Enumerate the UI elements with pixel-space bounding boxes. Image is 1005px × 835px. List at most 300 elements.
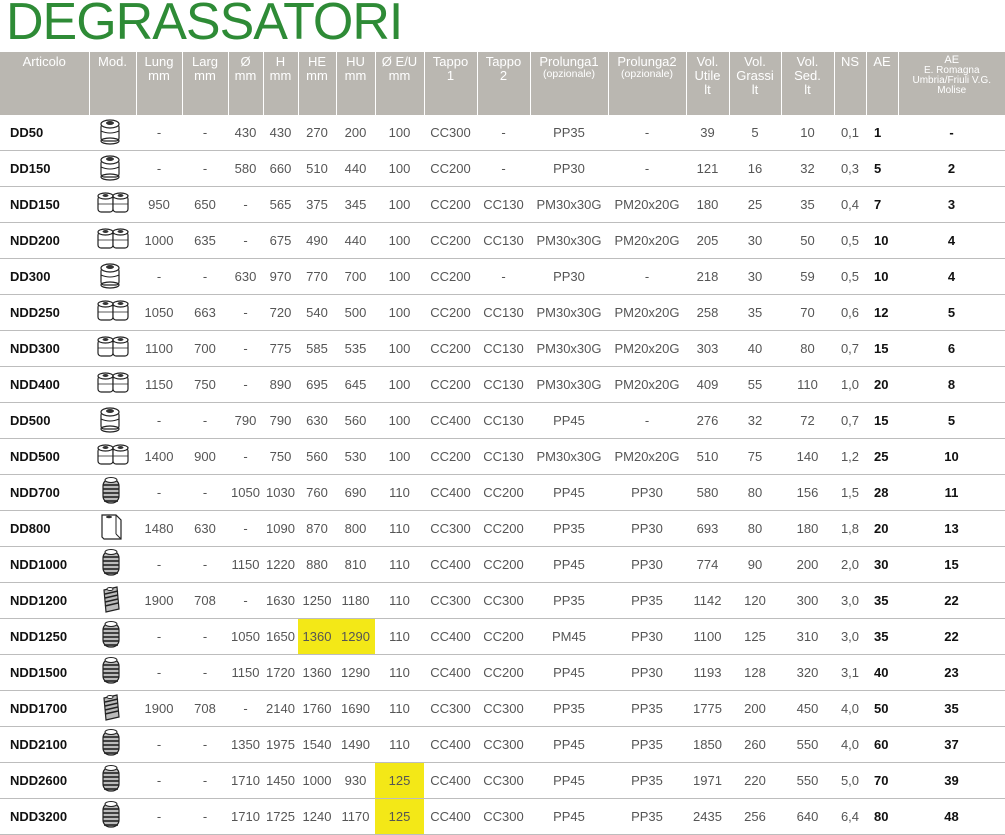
cell-ns: 1,8	[834, 511, 866, 547]
cell-lung: -	[136, 115, 182, 151]
cell-vu: 276	[686, 403, 729, 439]
cell-lung: -	[136, 763, 182, 799]
cell-p1: PP35	[530, 691, 608, 727]
cell-t1: CC200	[424, 223, 477, 259]
cell-he: 630	[298, 403, 336, 439]
cell-he: 1360	[298, 655, 336, 691]
column-header	[336, 52, 375, 115]
cell-ns: 3,1	[834, 655, 866, 691]
cell-d: -	[228, 295, 263, 331]
cell-larg: 750	[182, 367, 228, 403]
column-header-line: mm	[299, 69, 336, 83]
cell-vg: 256	[729, 799, 781, 835]
cell-t2: CC130	[477, 367, 530, 403]
table-row	[0, 727, 1005, 763]
cell-ns: 0,7	[834, 331, 866, 367]
cell-ae2: 4	[898, 223, 1005, 259]
cell-lung: -	[136, 259, 182, 295]
cell-ns: 1,0	[834, 367, 866, 403]
model-cell	[89, 439, 136, 475]
cell-ae: 7	[866, 187, 898, 223]
cell-ns: 0,1	[834, 115, 866, 151]
cell-t2: CC130	[477, 439, 530, 475]
cell-d: -	[228, 331, 263, 367]
cell-vu: 580	[686, 475, 729, 511]
table-row	[0, 763, 1005, 799]
cell-vu: 2435	[686, 799, 729, 835]
cell-vs: 640	[781, 799, 834, 835]
cell-ae2: 3	[898, 187, 1005, 223]
cell-vu: 510	[686, 439, 729, 475]
column-header-line: (opzionale)	[531, 69, 608, 80]
cell-larg: 630	[182, 511, 228, 547]
cell-deu: 110	[375, 619, 424, 655]
column-header	[298, 52, 336, 115]
cell-lung: -	[136, 403, 182, 439]
cell-vs: 59	[781, 259, 834, 295]
cell-lung: 1900	[136, 583, 182, 619]
cell-larg: -	[182, 151, 228, 187]
cell-p1: PP45	[530, 547, 608, 583]
cell-larg: -	[182, 727, 228, 763]
model-cell	[89, 115, 136, 151]
cell-ae2: 6	[898, 331, 1005, 367]
ribbed-tank-icon	[95, 655, 131, 690]
cell-ae: 70	[866, 763, 898, 799]
cell-t1: CC400	[424, 799, 477, 835]
cell-he: 1360	[298, 619, 336, 655]
cell-t1: CC400	[424, 655, 477, 691]
cell-hu: 690	[336, 475, 375, 511]
cell-vg: 16	[729, 151, 781, 187]
cell-ae2: 48	[898, 799, 1005, 835]
cell-h: 2140	[263, 691, 298, 727]
table-row	[0, 295, 1005, 331]
cell-ae2: 37	[898, 727, 1005, 763]
cell-t2: CC200	[477, 511, 530, 547]
cell-vg: 32	[729, 403, 781, 439]
cell-he: 1760	[298, 691, 336, 727]
cell-t1: CC300	[424, 115, 477, 151]
model-cell	[89, 727, 136, 763]
cell-p1: PP30	[530, 151, 608, 187]
article-code: DD500	[0, 403, 89, 439]
cell-d: 1050	[228, 475, 263, 511]
cell-vs: 450	[781, 691, 834, 727]
cell-ae2: -	[898, 115, 1005, 151]
column-header-line: mm	[137, 69, 182, 83]
cell-he: 880	[298, 547, 336, 583]
cell-p2: PM20x20G	[608, 295, 686, 331]
cell-p1: PP45	[530, 475, 608, 511]
cell-t1: CC200	[424, 331, 477, 367]
cell-hu: 1490	[336, 727, 375, 763]
article-code: NDD2100	[0, 727, 89, 763]
cell-h: 675	[263, 223, 298, 259]
cell-vs: 320	[781, 655, 834, 691]
cell-t1: CC300	[424, 691, 477, 727]
cell-t2: CC300	[477, 763, 530, 799]
cell-t1: CC200	[424, 259, 477, 295]
double-tank-icon	[95, 187, 131, 222]
cell-hu: 1180	[336, 583, 375, 619]
cell-vg: 30	[729, 259, 781, 295]
cell-deu: 100	[375, 367, 424, 403]
cell-ae: 20	[866, 367, 898, 403]
cell-p2: PP35	[608, 583, 686, 619]
column-header-line: mm	[264, 69, 298, 83]
cell-d: 1710	[228, 763, 263, 799]
cell-p2: -	[608, 151, 686, 187]
cell-deu: 110	[375, 727, 424, 763]
cell-lung: 1900	[136, 691, 182, 727]
cell-d: -	[228, 583, 263, 619]
cell-p1: PP35	[530, 583, 608, 619]
table-row	[0, 655, 1005, 691]
article-code: DD150	[0, 151, 89, 187]
cell-ae: 28	[866, 475, 898, 511]
cell-t2: CC200	[477, 655, 530, 691]
cell-t1: CC400	[424, 403, 477, 439]
model-cell	[89, 223, 136, 259]
cell-ae2: 4	[898, 259, 1005, 295]
cell-ae: 15	[866, 331, 898, 367]
cell-ae2: 11	[898, 475, 1005, 511]
cell-vs: 70	[781, 295, 834, 331]
cell-vs: 200	[781, 547, 834, 583]
table-row	[0, 511, 1005, 547]
double-tank-icon	[95, 439, 131, 474]
cell-ae: 5	[866, 151, 898, 187]
cell-vg: 260	[729, 727, 781, 763]
cell-h: 1650	[263, 619, 298, 655]
ribbed-tank-icon	[95, 547, 131, 582]
cell-ns: 4,0	[834, 691, 866, 727]
column-header-line: (opzionale)	[609, 69, 686, 80]
cell-t2: -	[477, 259, 530, 295]
cell-larg: -	[182, 475, 228, 511]
cell-ae2: 8	[898, 367, 1005, 403]
table-row	[0, 115, 1005, 151]
column-header-line: 2	[478, 69, 530, 83]
cell-vs: 80	[781, 331, 834, 367]
cell-h: 1720	[263, 655, 298, 691]
cell-deu: 100	[375, 439, 424, 475]
cell-larg: -	[182, 547, 228, 583]
cell-hu: 560	[336, 403, 375, 439]
cell-t2: -	[477, 115, 530, 151]
cell-h: 790	[263, 403, 298, 439]
flat-ribbed-tank-icon	[95, 691, 131, 726]
cell-t1: CC200	[424, 367, 477, 403]
cell-ae2: 13	[898, 511, 1005, 547]
cell-d: 630	[228, 259, 263, 295]
cell-vg: 200	[729, 691, 781, 727]
cell-vu: 1100	[686, 619, 729, 655]
article-code: DD50	[0, 115, 89, 151]
cell-t2: CC130	[477, 403, 530, 439]
cell-vs: 310	[781, 619, 834, 655]
cell-lung: 1400	[136, 439, 182, 475]
cell-larg: -	[182, 799, 228, 835]
cell-t1: CC200	[424, 151, 477, 187]
model-cell	[89, 799, 136, 835]
cell-vs: 156	[781, 475, 834, 511]
cell-vu: 205	[686, 223, 729, 259]
cell-ns: 0,7	[834, 403, 866, 439]
column-header-line: Vol.	[730, 55, 781, 69]
cell-p1: PM30x30G	[530, 295, 608, 331]
cell-deu: 125	[375, 799, 424, 835]
cell-ns: 2,0	[834, 547, 866, 583]
table-row	[0, 619, 1005, 655]
cell-larg: 663	[182, 295, 228, 331]
cell-vg: 40	[729, 331, 781, 367]
article-code: NDD400	[0, 367, 89, 403]
cell-lung: 1000	[136, 223, 182, 259]
column-header-line: Vol.	[782, 55, 834, 69]
cell-p1: PP45	[530, 403, 608, 439]
ribbed-tank-icon	[95, 799, 131, 834]
cell-deu: 100	[375, 403, 424, 439]
article-code: NDD1500	[0, 655, 89, 691]
round-tank-icon	[95, 403, 131, 438]
cell-p1: PP35	[530, 115, 608, 151]
table-row	[0, 187, 1005, 223]
model-cell	[89, 655, 136, 691]
cell-h: 720	[263, 295, 298, 331]
cell-hu: 1290	[336, 619, 375, 655]
cell-he: 270	[298, 115, 336, 151]
cell-larg: -	[182, 763, 228, 799]
degrassatori-table	[0, 52, 1005, 835]
column-header-line: Umbria/Friuli V.G.	[899, 76, 1005, 86]
table-row	[0, 475, 1005, 511]
cell-p1: PP45	[530, 727, 608, 763]
cell-p2: -	[608, 115, 686, 151]
cell-he: 585	[298, 331, 336, 367]
column-header-line: Ø	[229, 55, 263, 69]
cell-lung: 1050	[136, 295, 182, 331]
cell-t2: CC130	[477, 223, 530, 259]
cell-p2: PM20x20G	[608, 187, 686, 223]
cell-p2: PP30	[608, 475, 686, 511]
cell-ns: 1,5	[834, 475, 866, 511]
cell-p1: PM30x30G	[530, 331, 608, 367]
column-header	[781, 52, 834, 115]
cell-he: 1240	[298, 799, 336, 835]
cell-ae: 1	[866, 115, 898, 151]
flat-ribbed-tank-icon	[95, 583, 131, 618]
cell-hu: 530	[336, 439, 375, 475]
page-title: DEGRASSATORI	[6, 0, 402, 48]
cell-vg: 35	[729, 295, 781, 331]
cell-vu: 258	[686, 295, 729, 331]
cell-vs: 32	[781, 151, 834, 187]
cell-p2: PM20x20G	[608, 223, 686, 259]
cell-ns: 3,0	[834, 619, 866, 655]
cell-vu: 774	[686, 547, 729, 583]
cell-deu: 100	[375, 295, 424, 331]
column-header-line: NS	[835, 55, 866, 69]
cell-he: 695	[298, 367, 336, 403]
column-header-line: Tappo	[425, 55, 477, 69]
cell-h: 1090	[263, 511, 298, 547]
column-header-line: AE	[899, 55, 1005, 66]
cell-t2: CC200	[477, 547, 530, 583]
cell-d: -	[228, 187, 263, 223]
round-tank-icon	[95, 259, 131, 294]
cell-he: 770	[298, 259, 336, 295]
column-header-line: Larg	[183, 55, 228, 69]
cell-lung: -	[136, 655, 182, 691]
cell-ae2: 5	[898, 295, 1005, 331]
cell-t2: CC130	[477, 331, 530, 367]
cell-deu: 100	[375, 187, 424, 223]
cell-t1: CC400	[424, 619, 477, 655]
cell-vg: 220	[729, 763, 781, 799]
cell-deu: 100	[375, 151, 424, 187]
cell-ae: 20	[866, 511, 898, 547]
cell-p2: PM20x20G	[608, 331, 686, 367]
column-header	[477, 52, 530, 115]
cell-hu: 440	[336, 151, 375, 187]
cell-deu: 110	[375, 547, 424, 583]
round-tank-icon	[95, 151, 131, 186]
cell-deu: 110	[375, 475, 424, 511]
cell-hu: 200	[336, 115, 375, 151]
cell-ns: 6,4	[834, 799, 866, 835]
cell-lung: -	[136, 727, 182, 763]
cell-h: 430	[263, 115, 298, 151]
cell-vg: 80	[729, 475, 781, 511]
column-header	[424, 52, 477, 115]
cell-hu: 1690	[336, 691, 375, 727]
cell-vs: 300	[781, 583, 834, 619]
table-row	[0, 403, 1005, 439]
cell-p1: PP30	[530, 259, 608, 295]
cell-h: 750	[263, 439, 298, 475]
cell-t2: CC300	[477, 799, 530, 835]
cell-he: 490	[298, 223, 336, 259]
column-header	[608, 52, 686, 115]
column-header-line: mm	[183, 69, 228, 83]
cell-p1: PP45	[530, 655, 608, 691]
cell-vg: 30	[729, 223, 781, 259]
column-header-line: Lung	[137, 55, 182, 69]
table-row	[0, 547, 1005, 583]
cell-larg: -	[182, 115, 228, 151]
article-code: NDD300	[0, 331, 89, 367]
table-row	[0, 367, 1005, 403]
article-code: NDD1000	[0, 547, 89, 583]
cell-d: 790	[228, 403, 263, 439]
table-row	[0, 691, 1005, 727]
cell-hu: 810	[336, 547, 375, 583]
column-header-line: Tappo	[478, 55, 530, 69]
article-code: NDD1700	[0, 691, 89, 727]
cell-t1: CC300	[424, 511, 477, 547]
column-header-line: AE	[867, 55, 898, 69]
cell-p1: PP45	[530, 763, 608, 799]
cell-t1: CC400	[424, 547, 477, 583]
model-cell	[89, 295, 136, 331]
cell-h: 1450	[263, 763, 298, 799]
cell-ns: 5,0	[834, 763, 866, 799]
cell-vu: 1775	[686, 691, 729, 727]
column-header-line: lt	[730, 83, 781, 97]
double-tank-icon	[95, 295, 131, 330]
column-header-line: HE	[299, 55, 336, 69]
column-header	[898, 52, 1005, 115]
ribbed-tank-icon	[95, 727, 131, 762]
cell-ae: 40	[866, 655, 898, 691]
ribbed-tank-icon	[95, 619, 131, 654]
cell-vg: 5	[729, 115, 781, 151]
column-header	[866, 52, 898, 115]
cell-t2: CC200	[477, 619, 530, 655]
table-body	[0, 115, 1005, 835]
cell-vs: 110	[781, 367, 834, 403]
cell-p1: PM45	[530, 619, 608, 655]
cell-ae2: 2	[898, 151, 1005, 187]
cell-deu: 110	[375, 511, 424, 547]
cell-vs: 140	[781, 439, 834, 475]
cell-ae: 12	[866, 295, 898, 331]
cell-larg: 635	[182, 223, 228, 259]
cell-vu: 1850	[686, 727, 729, 763]
cell-larg: -	[182, 619, 228, 655]
column-header-line: Ø E/U	[376, 55, 424, 69]
cell-p1: PP45	[530, 799, 608, 835]
column-header	[182, 52, 228, 115]
cell-ae: 50	[866, 691, 898, 727]
cell-he: 375	[298, 187, 336, 223]
cell-vg: 25	[729, 187, 781, 223]
cell-ns: 3,0	[834, 583, 866, 619]
model-cell	[89, 259, 136, 295]
cell-d: -	[228, 511, 263, 547]
cell-he: 510	[298, 151, 336, 187]
model-cell	[89, 763, 136, 799]
cell-ns: 0,5	[834, 223, 866, 259]
round-tank-icon	[95, 115, 131, 150]
cell-larg: -	[182, 403, 228, 439]
cell-he: 760	[298, 475, 336, 511]
cell-ae: 35	[866, 583, 898, 619]
cell-p2: PM20x20G	[608, 439, 686, 475]
column-header	[375, 52, 424, 115]
model-cell	[89, 619, 136, 655]
cell-t2: CC200	[477, 475, 530, 511]
ribbed-tank-icon	[95, 475, 131, 510]
table-row	[0, 799, 1005, 835]
cell-lung: 1100	[136, 331, 182, 367]
cell-d: -	[228, 439, 263, 475]
cell-ns: 0,6	[834, 295, 866, 331]
double-tank-icon	[95, 223, 131, 258]
cell-hu: 645	[336, 367, 375, 403]
cell-ae2: 15	[898, 547, 1005, 583]
cell-vg: 128	[729, 655, 781, 691]
ribbed-tank-icon	[95, 763, 131, 798]
cell-d: 1710	[228, 799, 263, 835]
cell-larg: -	[182, 655, 228, 691]
cell-ns: 0,5	[834, 259, 866, 295]
cell-larg: 650	[182, 187, 228, 223]
cell-p2: PP30	[608, 655, 686, 691]
cell-he: 870	[298, 511, 336, 547]
